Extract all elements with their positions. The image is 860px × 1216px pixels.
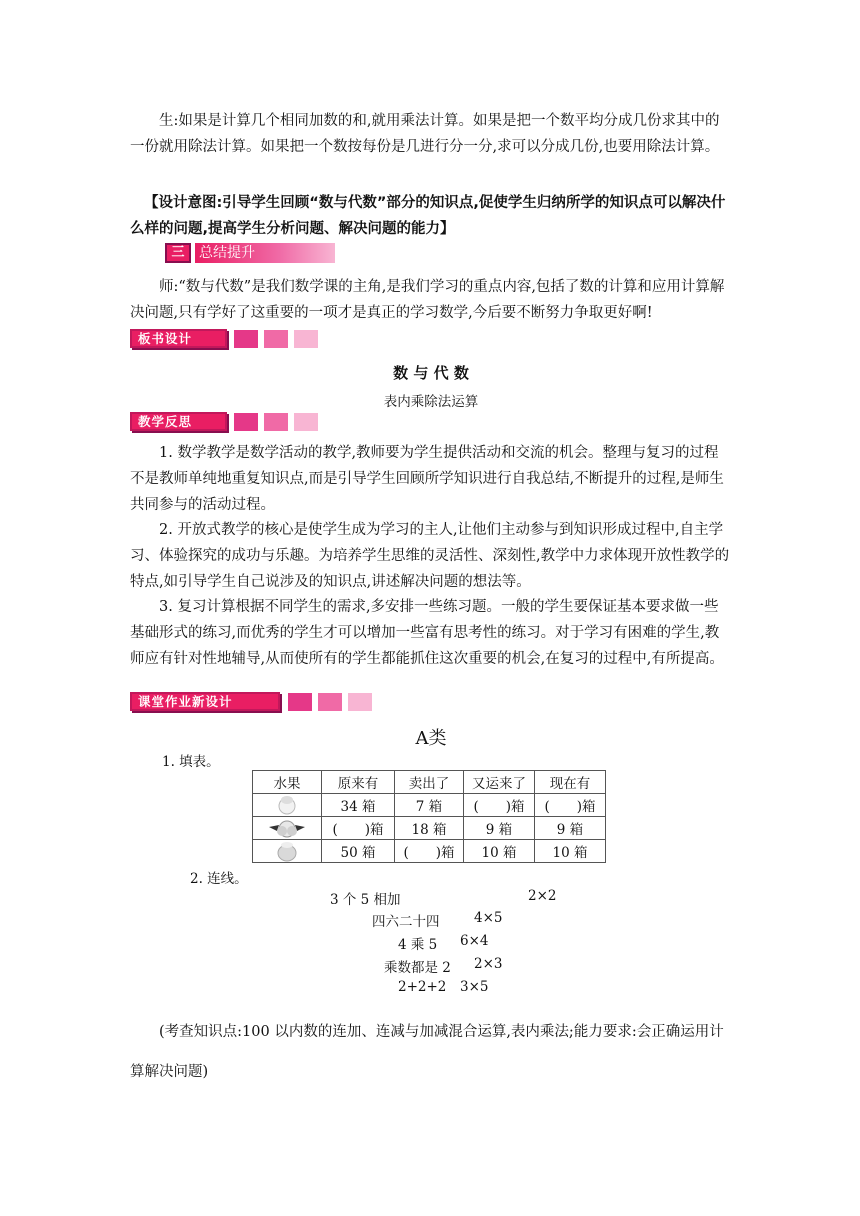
knowledge-note: (考查知识点:100 以内数的连加、连减与加减混合运算,表内乘法;能力要求:会正确运用计算解决问题)	[130, 1024, 724, 1080]
peach-icon	[265, 817, 309, 839]
board-subtitle: 表内乘除法运算	[383, 394, 479, 410]
design-intent-paragraph: 【设计意图:引导学生回顾“数与代数”部分的知识点,促使学生归纳所学的知识点可以解决什么样的问题,提高学生分析问题、解决问题的能力】	[130, 195, 726, 237]
match-left-item: 四六二十四	[372, 914, 440, 930]
match-right-item: 6×4	[460, 933, 489, 949]
table-cell: 18 箱	[395, 817, 464, 840]
student-answer-paragraph: 生:如果是计算几个相同加数的和,就用乘法计算。如果是把一个数平均分成几份求其中的一份就用除法计算。如果把一个数按每份是几进行分一分,求可以分成几份,也要用除法计算。	[130, 113, 720, 155]
decor-square	[234, 413, 258, 431]
reflection-item: 3. 复习计算根据不同学生的需求,多安排一些练习题。一般的学生要保证基本要求做一些基础形式的练习,而优秀的学生才可以增加一些富有思考性的练习。对于学习有困难的学生,教师应有针对性地辅导,从而使所有的学生都能抓住这次重要的机会,在复习的过程中,有所提高。	[130, 599, 724, 667]
question-2-label: 2. 连线。	[190, 871, 248, 887]
pear-icon	[272, 840, 302, 862]
reflection-header: 教学反思	[130, 412, 227, 431]
homework-header-bar	[130, 692, 380, 711]
decor-square	[264, 413, 288, 431]
fruit-table	[252, 770, 606, 863]
table-cell: 10 箱	[535, 840, 606, 863]
question-1-label: 1. 填表。	[162, 754, 220, 770]
match-left-item: 3 个 5 相加	[330, 892, 401, 908]
decor-square	[264, 330, 288, 348]
decor-square	[294, 413, 318, 431]
apple-icon	[272, 794, 302, 816]
fruit-cell	[253, 840, 322, 863]
homework-header: 课堂作业新设计	[130, 692, 280, 711]
table-row	[253, 840, 606, 863]
table-header-row	[253, 771, 606, 794]
board-design-header: 板书设计	[130, 329, 227, 348]
fruit-cell	[253, 817, 322, 840]
board-title: 数 与 代 数	[393, 364, 469, 382]
match-right-item: 3×5	[460, 979, 489, 995]
table-cell: ( )箱	[322, 817, 395, 840]
match-right-item: 2×3	[474, 956, 503, 972]
table-row	[253, 794, 606, 817]
table-header-cell: 原来有	[322, 771, 395, 794]
section-number: 三	[165, 243, 191, 263]
decor-square	[348, 693, 372, 711]
fruit-cell	[253, 794, 322, 817]
match-left-item: 4 乘 5	[398, 937, 438, 953]
match-left-item: 2+2+2	[398, 979, 447, 995]
category-title: A类	[415, 728, 447, 749]
table-cell: 10 箱	[464, 840, 535, 863]
table-header-cell: 水果	[253, 771, 322, 794]
table-cell: 7 箱	[395, 794, 464, 817]
table-cell: ( )箱	[395, 840, 464, 863]
decor-square	[288, 693, 312, 711]
table-header-cell: 又运来了	[464, 771, 535, 794]
reflection-item: 1. 数学教学是数学活动的教学,教师要为学生提供活动和交流的机会。整理与复习的过程不是教师单纯地重复知识点,而是引导学生回顾所学知识进行自我总结,不断提升的过程,是师生共同参与的活动过程。	[130, 445, 724, 513]
table-cell: 50 箱	[322, 840, 395, 863]
table-cell: 9 箱	[535, 817, 606, 840]
match-right-item: 2×2	[528, 888, 557, 904]
summary-section-header	[165, 243, 335, 263]
table-row	[253, 817, 606, 840]
decor-square	[234, 330, 258, 348]
decor-square	[318, 693, 342, 711]
board-design-header-bar	[130, 329, 330, 348]
table-cell: 9 箱	[464, 817, 535, 840]
table-header-cell: 现在有	[535, 771, 606, 794]
table-cell: ( )箱	[535, 794, 606, 817]
table-cell: ( )箱	[464, 794, 535, 817]
teacher-summary-paragraph: 师:“数与代数”是我们数学课的主角,是我们学习的重点内容,包括了数的计算和应用计算解决问题,只有学好了这重要的一项才是真正的学习数学,今后要不断努力争取更好啊!	[130, 279, 725, 321]
reflection-header-bar	[130, 412, 330, 431]
decor-square	[294, 330, 318, 348]
table-header-cell: 卖出了	[395, 771, 464, 794]
reflection-item: 2. 开放式教学的核心是使学生成为学习的主人,让他们主动参与到知识形成过程中,自主学习、体验探究的成功与乐趣。为培养学生思维的灵活性、深刻性,教学中力求体现开放性教学的特点,如引导学生自己说涉及的知识点,讲述解决问题的想法等。	[130, 522, 730, 590]
section-title: 总结提升	[195, 243, 335, 263]
table-cell: 34 箱	[322, 794, 395, 817]
match-right-item: 4×5	[474, 910, 503, 926]
match-left-item: 乘数都是 2	[384, 960, 451, 976]
